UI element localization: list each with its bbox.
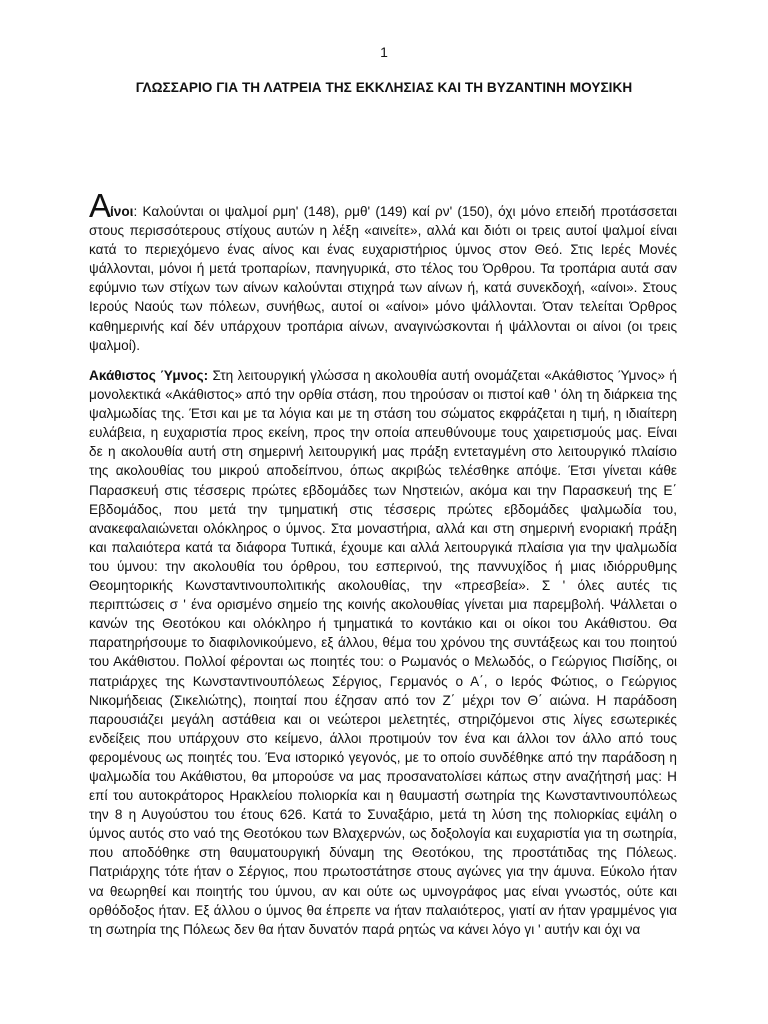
glossary-entry-ainoi — [89, 187, 677, 355]
entry-term: Ακάθιστος Ύμνος: — [89, 368, 209, 383]
entry-definition: Καλούνται οι ψαλμοί ρμη' (148), ρμθ' (149) καί ρν' (150), όχι μόνο επειδή προτάσσεται στους περισσότερους στίχους αυτών η λέξη «αινείτε», αλλά και διότι οι τρεις αυτοί ψαλμοί είναι κατά το περιεχόμενο ένας αίνος και ένας ευχαριστήριος ύμνος στον Θεό. Στις Ιερές Μονές ψάλλονται, μόνοι ή μετά τροπαρίων, πανηγυρικά, στο τέλος του Όρθρου. Τα τροπάρια αυτά σαν εφύμνιο των στίχων των αίνων καλούνται στιχηρά των αίνων ή, κατά συνεκδοχή, «αίνοι». Στους Ιερούς Ναούς των πόλεων, συνήθως, αυτοί οι «αίνοι» μόνο ψάλλονται. Όταν τελείται Όρθρος καθημερινής καί δέν υπάρχουν τροπάρια αίνων, αναγινώσκονται ή ψάλλονται οι αίνοι (οι τρεις ψαλμοί). — [89, 204, 677, 353]
entry-term: ίνοι — [110, 204, 134, 219]
entry-term-separator: : — [133, 204, 138, 219]
drop-cap-letter: Α — [89, 187, 111, 224]
entry-definition: Στη λειτουργική γλώσσα η ακολουθία αυτή ονομάζεται «Ακάθιστος Ύμνος» ή μονολεκτικά «Ακάθιστος» από την ορθία στάση, που τηρούσαν οι πιστοί καθ ' όλη τη διάρκεια της ψαλμωδίας της. Έτσι και με τα λόγια και με τη στάση του σώματος εκφράζεται η τιμή, η ιδιαίτερη ευλάβεια, η ευχαριστία προς εκείνη, προς την οποία απευθύνουμε τους χαιρετισμούς μας. Είναι δε η ακολουθία αυτή στη σημερινή λειτουργική μας πράξη εντεταγμένη στο λειτουργικό πλαίσιο της ακολουθίας του μικρού αποδείπνου, όπως ακριβώς τελέσθηκε απόψε. Έτσι γίνεται κάθε Παρασκευή στις τέσσερις πρώτες εβδομάδες των Νηστειών, ακόμα και την Παρασκευή της Ε΄ Εβδομάδος, που μετά την τμηματική στις τέσσερις πρώτες εβδομάδες ψαλμωδία του, ανακεφαλαιώνεται ολόκληρος ο ύμνος. Στα μοναστήρια, αλλά και στη σημερινή ενοριακή πράξη και παλαιότερα κατά τα διάφορα Τυπικά, έχουμε και αλλά λειτουργικά πλαίσια για την ψαλμωδία του ύμνου: την ακολουθία του όρθρου, του εσπερινού, της παννυχίδος ή μιας ιδιόρρυθμης Θεομητορικής Κωνσταντινουπολιτικής ακολουθίας, την «πρεσβεία». Σ ' όλες αυτές τις περιπτώσεις σ ' ένα ορισμένο σημείο της κοινής ακολουθίας γίνεται μια παρεμβολή. Ψάλλεται ο κανών της Θεοτόκου και ολόκληρο ή τμηματικά το κοντάκιο και οι οίκοι του Ακάθιστου. Θα παρατηρήσουμε το διαφιλονικούμενο, εξ άλλου, θέμα του χρόνου της συντάξεως και του ποιητού του Ακάθιστου. Πολλοί φέρονται ως ποιητές του: ο Ρωμανός ο Μελωδός, ο Γεώργιος Πισίδης, οι πατριάρχες της Κωνσταντινουπόλεως Σέργιος, Γερμανός ο Α΄, ο Ιερός Φώτιος, ο Γεώργιος Νικομήδειας (Σικελιώτης), ποιηταί που έζησαν από τον Ζ΄ μέχρι τον Θ΄ αιώνα. Η παράδοση παρουσιάζει μεγάλη αστάθεια και οι νεώτεροι μελετητές, στηριζόμενοι στις λίγες εσωτερικές ενδείξεις που υπάρχουν στο κείμενο, άλλοι προτιμούν τον ένα και άλλοι τον άλλο από τους φερομένους ως ποιητές του. Ένα ιστορικό γεγονός, με το οποίο συνδέθηκε από την παράδοση η ψαλμωδία του Ακάθιστου, θα μπορούσε να μας προσανατολίσει κάπως στην αναζήτησή μας: Η επί του αυτοκράτορος Ηρακλείου πολιορκία και η θαυμαστή σωτηρία της Κωνσταντινουπόλεως την 8 η Αυγούστου του έτους 626. Κατά το Συναξάριο, μετά τη λύση της πολιορκίας εψάλη ο ύμνος αυτός στο ναό της Θεοτόκου των Βλαχερνών, ως δοξολογία και ευχαριστία για τη σωτηρία, που αποδόθηκε στη θαυματουργική δύναμη της Θεοτόκου, της προστάτιδας της Πόλεως. Πατριάρχης τότε ήταν ο Σέργιος, που πρωτοστάτησε στους αγώνες για την άμυνα. Εύκολο ήταν να θεωρηθεί και ποιητής του ύμνου, αν και ούτε ως υμνογράφος μας είναι γνωστός, ούτε και ορθόδοξος ήταν. Εξ άλλου ο ύμνος θα έπρεπε να ήταν παλαιότερος, γιατί αν ήταν γραμμένος για τη σωτηρία της Πόλεως δεν θα ήταν δυνατόν παρά ρητώς να κάνει λόγο γι ' αυτήν και όχι να — [89, 368, 677, 937]
glossary-entry-akathistos — [89, 366, 677, 939]
document-title: ΓΛΩΣΣΑΡΙΟ ΓΙΑ ΤΗ ΛΑΤΡΕΙΑ ΤΗΣ ΕΚΚΛΗΣΙΑΣ ΚΑΙ ΤΗ ΒΥΖΑΝΤΙΝΗ ΜΟΥΣΙΚΗ — [135, 80, 633, 95]
page-number: 1 — [380, 44, 388, 60]
